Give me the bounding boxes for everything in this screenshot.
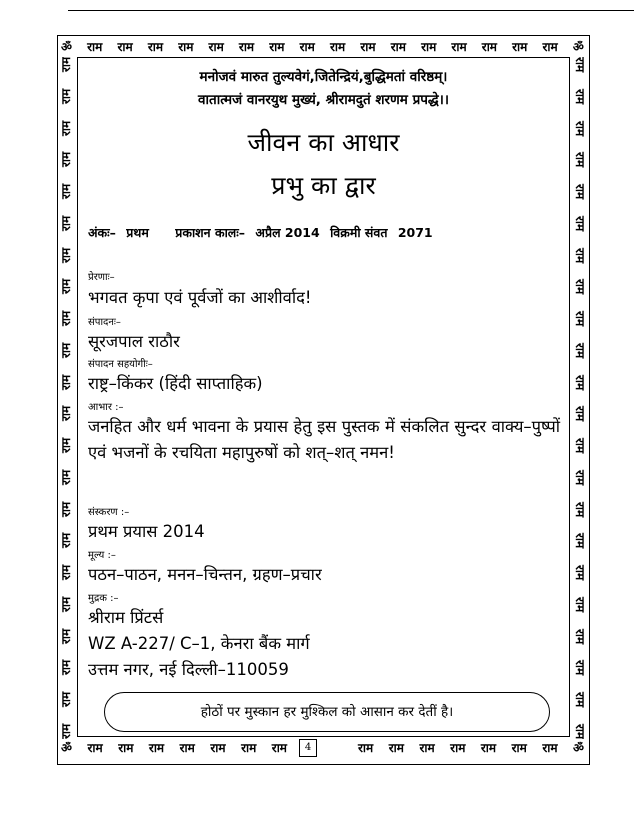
top-rule [68, 10, 634, 11]
ram-word: राम [358, 741, 374, 755]
ram-word: राम [178, 40, 194, 54]
inspiration-label: प्रेरणाः– [88, 272, 115, 283]
ram-word: राम [573, 723, 587, 739]
edition-value: प्रथम प्रयास 2014 [88, 522, 205, 541]
border-top-row [61, 39, 584, 55]
ram-word: राम [573, 247, 587, 263]
ram-word: राम [179, 741, 195, 755]
ram-word: राम [118, 741, 134, 755]
border-right-column [573, 57, 587, 739]
ram-word: राम [59, 88, 73, 104]
published-value: अप्रैल 2014 [255, 225, 320, 240]
coeditor-value: राष्ट्र–किंकर (हिंदी साप्ताहिक) [88, 374, 263, 393]
ram-word: राम [59, 565, 73, 581]
shloka [96, 66, 551, 112]
ram-word: राम [59, 374, 73, 390]
ram-word: राम [59, 596, 73, 612]
ram-word: राम [59, 152, 73, 168]
thanks-label: आभार :– [88, 402, 124, 413]
quote-banner: होठों पर मुस्कान हर मुश्किल को आसान कर देतीं है। [104, 692, 550, 732]
ram-word: राम [238, 40, 255, 54]
ram-word: राम [573, 311, 587, 327]
ram-word: राम [148, 741, 165, 755]
ram-word: राम [360, 40, 376, 54]
ram-word: राम [59, 692, 73, 708]
printer-label: मुद्रक :– [88, 593, 119, 604]
issue-info [88, 223, 558, 243]
ram-word: राम [542, 40, 558, 54]
ram-word: राम [421, 40, 437, 54]
shloka-line-1: मनोजवं मारुत तुल्यवेगं,जितेन्द्रियं,बुद्धिमतां वरिष्ठम्। [199, 69, 448, 85]
ram-word: राम [87, 40, 103, 54]
printer-address-1: WZ A-227/ C–1, केनरा बैंक मार्ग [88, 634, 310, 653]
ram-word: राम [271, 741, 287, 755]
ram-word: राम [147, 40, 164, 54]
samvat-label: विक्रमी संवत [330, 225, 388, 240]
ram-word: राम [210, 741, 226, 755]
ram-word: राम [117, 40, 133, 54]
ram-word: राम [59, 247, 73, 263]
ram-word: राम [573, 279, 587, 295]
ram-word: राम [573, 406, 587, 422]
page-frame [57, 35, 590, 765]
ram-word: राम [573, 374, 587, 390]
ram-word: राम [269, 40, 285, 54]
ram-word: राम [59, 660, 73, 676]
ram-word: राम [87, 741, 103, 755]
ram-word: राम [59, 279, 73, 295]
ram-word: राम [59, 438, 73, 454]
ram-word: राम [573, 57, 587, 73]
ram-word: राम [390, 40, 406, 54]
border-left-column [59, 57, 73, 739]
ram-word: राम [59, 533, 73, 549]
ram-word: राम [573, 215, 587, 231]
ram-word: राम [573, 501, 587, 517]
ram-word: राम [573, 596, 587, 612]
om-symbol: ॐ [61, 40, 72, 54]
ram-word: राम [59, 184, 73, 200]
ram-word: राम [573, 533, 587, 549]
ram-word: राम [573, 469, 587, 485]
ram-word: राम [241, 741, 257, 755]
content-box [77, 57, 570, 737]
ram-word: राम [573, 660, 587, 676]
thanks-value: जनहित और धर्म भावना के प्रयास हेतु इस पुस्तक में संकलित सुन्दर वाक्य–पुष्पों एवं भजनों के रचयिता महापुरुषों को शत्–शत् नमन! [88, 417, 560, 462]
ram-word: राम [59, 342, 73, 358]
editor-label: संपादनः– [88, 317, 121, 328]
ram-word: राम [573, 184, 587, 200]
ram-word: राम [329, 40, 346, 54]
price-label: मूल्य :– [88, 550, 116, 561]
ram-word: राम [573, 438, 587, 454]
ram-word: राम [573, 88, 587, 104]
price-value: पठन–पाठन, मनन–चिन्तन, ग्रहण–प्रचार [88, 565, 322, 584]
ram-word: राम [573, 120, 587, 136]
ram-word: राम [511, 741, 527, 755]
ram-word: राम [573, 692, 587, 708]
title-line-1: जीवन का आधार [247, 128, 400, 157]
published-label: प्रकाशन कालः– [175, 225, 246, 240]
ram-word: राम [419, 741, 435, 755]
ram-word: राम [59, 469, 73, 485]
ram-word: राम [299, 40, 315, 54]
samvat-value: 2071 [397, 225, 433, 240]
ram-word: राम [573, 628, 587, 644]
printer-name: श्रीराम प्रिंटर्स [88, 608, 164, 627]
shloka-line-2: वातात्मजं वानरयुथ मुख्यं, श्रीरामदुतं शरणम प्रपद्धे।। [198, 92, 449, 108]
border-bottom-row [61, 740, 584, 756]
om-symbol: ॐ [61, 741, 72, 755]
ram-word: राम [542, 741, 558, 755]
edition-label: संस्करण :– [88, 507, 130, 518]
ram-word: राम [573, 342, 587, 358]
ram-word: राम [59, 120, 73, 136]
ram-word: राम [512, 40, 528, 54]
ram-word: राम [573, 152, 587, 168]
ram-word: राम [573, 565, 587, 581]
om-symbol: ॐ [572, 40, 584, 54]
coeditor-label: संपादन सहयोगीः– [88, 359, 153, 370]
ram-word: राम [59, 723, 73, 739]
ram-word: राम [59, 57, 73, 73]
title-line-2: प्रभु का द्वार [271, 171, 376, 200]
page-number: 4 [299, 739, 317, 757]
ram-word: राम [59, 628, 73, 644]
ram-word: राम [450, 741, 466, 755]
ram-word: राम [451, 40, 467, 54]
ram-word: राम [481, 40, 497, 54]
ram-word: राम [59, 406, 73, 422]
anka-label: अंकः– [88, 225, 116, 240]
ram-word: राम [480, 741, 497, 755]
printer-address-2: उत्तम नगर, नई दिल्ली–110059 [88, 660, 289, 679]
ram-word: राम [59, 501, 73, 517]
inspiration-value: भगवत कृपा एवं पूर्वजों का आशीर्वाद! [88, 288, 312, 307]
editor-value: सूरजपाल राठौर [88, 332, 180, 351]
om-symbol: ॐ [573, 741, 584, 755]
anka-value: प्रथम [126, 225, 149, 240]
ram-word: राम [208, 40, 224, 54]
ram-word: राम [388, 741, 404, 755]
ram-word: राम [59, 311, 73, 327]
ram-word: राम [59, 215, 73, 231]
